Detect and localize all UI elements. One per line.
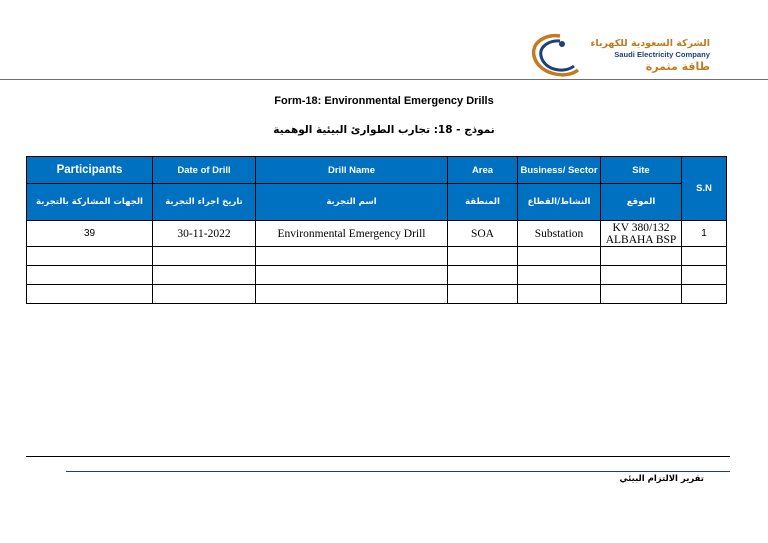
footer-rule (66, 471, 730, 472)
header-divider (0, 79, 768, 80)
cell-site (601, 221, 682, 247)
col-header-date: Date of Drill (153, 157, 256, 184)
cell-participants: 39 (27, 221, 153, 247)
col-header-participants: Participants (27, 157, 153, 184)
col-header-drill-name-ar: اسم التجربة (256, 184, 448, 221)
col-header-date-ar: تاريخ اجراء التجربة (153, 184, 256, 221)
company-name-ar: الشركة السعودية للكهرباء (590, 38, 710, 49)
col-header-sn: S.N (682, 157, 727, 221)
company-name-en: Saudi Electricity Company (614, 50, 710, 59)
header-row-ar (27, 184, 727, 221)
header-row-en (27, 157, 727, 184)
col-header-drill-name: Drill Name (256, 157, 448, 184)
table-row-empty (27, 247, 727, 266)
table-row-empty (27, 266, 727, 285)
col-header-area-ar: المنطقة (448, 184, 518, 221)
sec-logo-icon (528, 30, 584, 78)
cell-business-sector: Substation (518, 221, 601, 247)
cell-date: 30-11-2022 (153, 221, 256, 247)
form-title-ar: نموذج - 18: تجارب الطوارئ البيئية الوهمية (273, 124, 495, 136)
col-header-site-ar: الموقع (601, 184, 682, 221)
col-header-business-sector: Business/ Sector (518, 157, 601, 184)
cell-site-line2: ALBAHA BSP (605, 233, 677, 246)
cell-drill-name: Environmental Emergency Drill (256, 221, 448, 247)
footer-divider (26, 456, 730, 457)
company-slogan-ar: طاقة مثمرة (645, 60, 710, 73)
col-header-participants-ar: الجهات المشاركة بالتجربة (27, 184, 153, 221)
table-row (27, 221, 727, 247)
cell-area: SOA (448, 221, 518, 247)
company-logo (528, 30, 710, 80)
col-header-business-sector-ar: النشاط/القطاع (518, 184, 601, 221)
footer-text-ar: تقرير الالتزام البيئي (619, 474, 704, 484)
table-row-empty (27, 285, 727, 304)
drills-table (26, 156, 727, 304)
col-header-site: Site (601, 157, 682, 184)
cell-site-line1: KV 380/132 (612, 221, 670, 234)
col-header-area: Area (448, 157, 518, 184)
form-title: Form-18: Environmental Emergency Drills (274, 95, 494, 107)
cell-sn: 1 (682, 221, 727, 247)
